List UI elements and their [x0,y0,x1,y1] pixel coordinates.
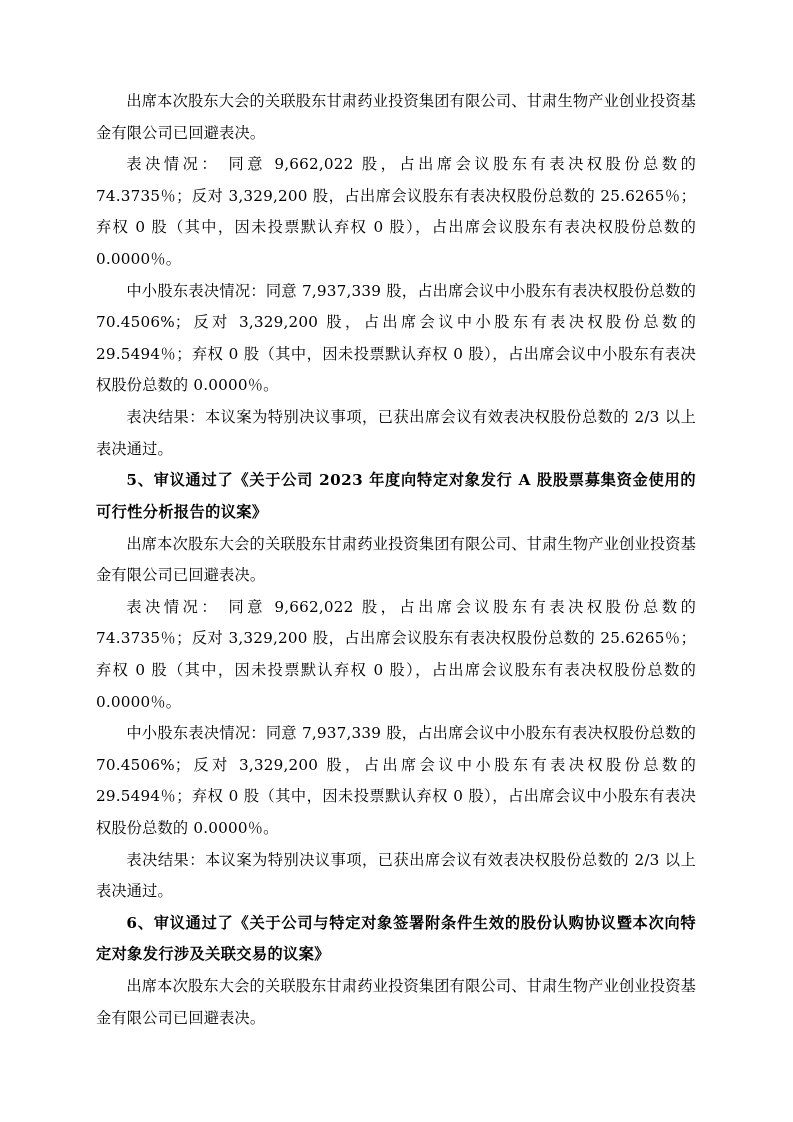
para-voting-result-1: 表决情况： 同意 9,662,022 股，占出席会议股东有表决权股份总数的 74.3735％；反对 3,329,200 股，占出席会议股东有表决权股份总数的 25.6265％；弃权 0 股（其中，因未投票默认弃权 0 股），占出席会议股东有表决权股份总数的 0.0000％。 [96,155,696,269]
para-voting-result-2: 表决情况： 同意 9,662,022 股，占出席会议股东有表决权股份总数的 74.3735％；反对 3,329,200 股，占出席会议股东有表决权股份总数的 25.6265％；弃权 0 股（其中，因未投票默认弃权 0 股），占出席会议股东有表决权股份总数的 0.0000％。 [96,597,696,711]
para-minority-voting-2: 中小股东表决情况：同意 7,937,339 股，占出席会议中小股东有表决权股份总数的 70.4506%；反对 3,329,200 股，占出席会议中小股东有表决权股份总数的 29.5494％；弃权 0 股（其中，因未投票默认弃权 0 股），占出席会议中小股东有表决权股份总数的 0.0000％。 [96,724,696,838]
para-voting-outcome-1: 表决结果：本议案为特别决议事项，已获出席会议有效表决权股份总数的 2/3 以上表决通过。 [96,408,696,458]
para-related-party-recusal-1: 出席本次股东大会的关联股东甘肃药业投资集团有限公司、甘肃生物产业创业投资基金有限公司已回避表决。 [96,92,696,142]
para-related-party-recusal-2: 出席本次股东大会的关联股东甘肃药业投资集团有限公司、甘肃生物产业创业投资基金有限公司已回避表决。 [96,534,696,585]
para-related-party-recusal-3: 出席本次股东大会的关联股东甘肃药业投资集团有限公司、甘肃生物产业创业投资基金有限公司已回避表决。 [96,977,696,1027]
document-body [96,86,696,1034]
heading-item-5: 5、审议通过了《关于公司 2023 年度向特定对象发行 A 股股票募集资金使用的可行性分析报告的议案》 [96,471,696,521]
para-minority-voting-1: 中小股东表决情况：同意 7,937,339 股，占出席会议中小股东有表决权股份总数的 70.4506%；反对 3,329,200 股，占出席会议中小股东有表决权股份总数的 29.5494％；弃权 0 股（其中，因未投票默认弃权 0 股），占出席会议中小股东有表决权股份总数的 0.0000％。 [96,281,696,395]
heading-item-6: 6、审议通过了《关于公司与特定对象签署附条件生效的股份认购协议暨本次向特定对象发行涉及关联交易的议案》 [96,913,696,964]
para-voting-outcome-2: 表决结果：本议案为特别决议事项，已获出席会议有效表决权股份总数的 2/3 以上表决通过。 [96,850,696,901]
